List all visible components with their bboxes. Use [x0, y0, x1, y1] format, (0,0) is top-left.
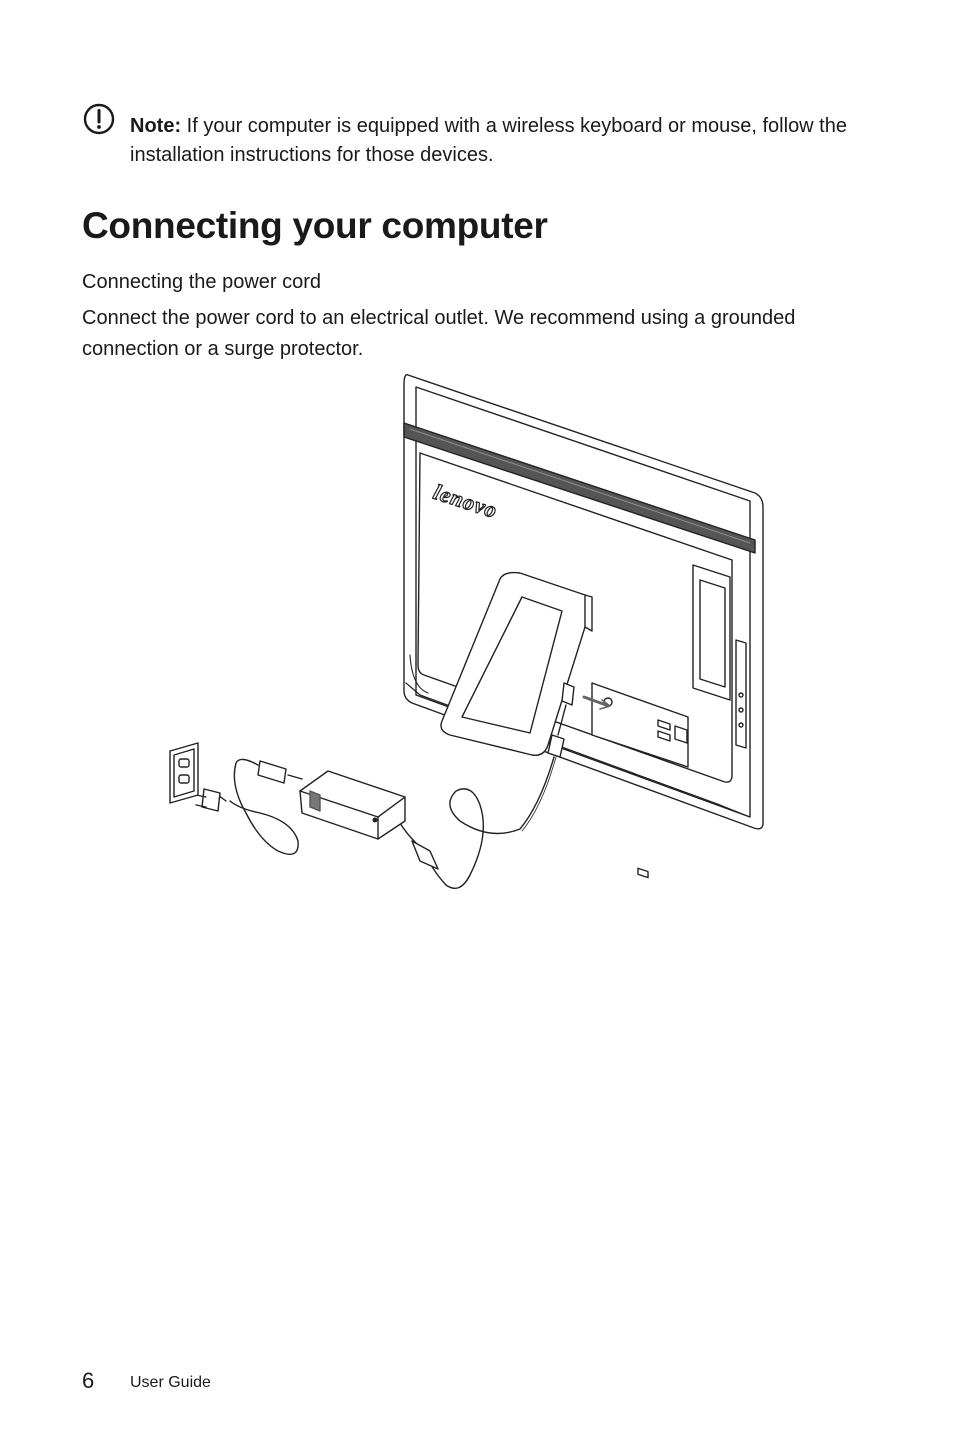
- wall-plug: [202, 789, 220, 811]
- adapter-ferrite: [412, 841, 438, 869]
- note-body: If your computer is equipped with a wireless keyboard or mouse, follow the installation instructions for those devices.: [130, 115, 847, 166]
- monitor-brand-logo: lenovo: [430, 478, 501, 524]
- note-text: [130, 112, 850, 170]
- note-alert-icon: [83, 103, 115, 135]
- power-cord-connection-illustration: [160, 365, 780, 905]
- section-heading: Connecting the power cord: [82, 271, 322, 293]
- dc-plug: [562, 683, 574, 705]
- footer-label: User Guide: [130, 1374, 211, 1391]
- page-number: 6: [82, 1368, 95, 1393]
- note-label: Note:: [130, 115, 182, 137]
- ac-plug-connector: [258, 761, 286, 783]
- page-title: Connecting your computer: [82, 205, 548, 246]
- section-body: Connect the power cord to an electrical outlet. We recommend using a grounded connection or a surge protector.: [82, 307, 796, 360]
